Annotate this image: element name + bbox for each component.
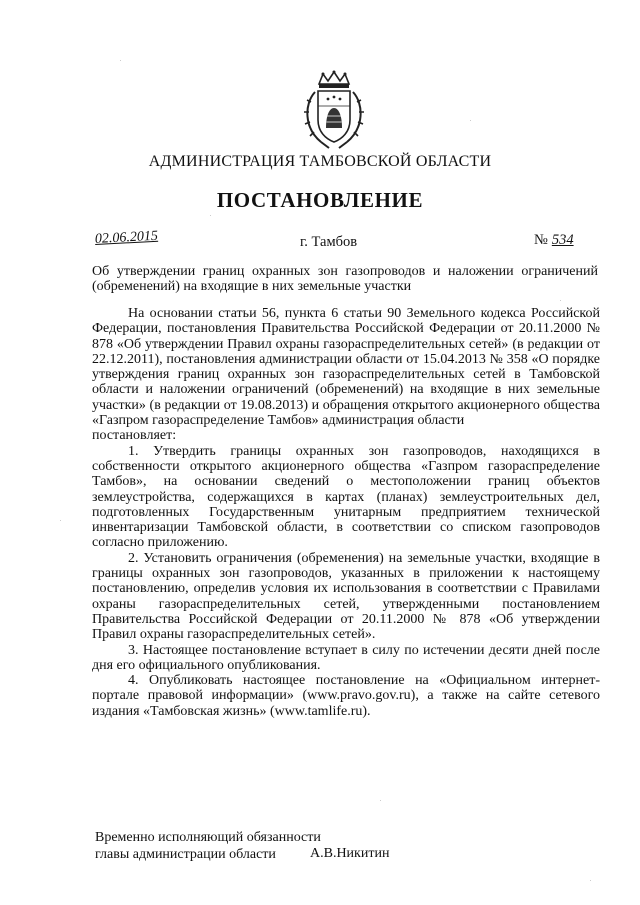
document-city: г. Тамбов <box>300 234 358 250</box>
scan-speck <box>380 800 381 801</box>
number-value: 534 <box>551 232 574 248</box>
signatory-title-line: главы администрации области <box>95 847 276 862</box>
signatory-title-line: Временно исполняющий обязанности <box>95 830 321 845</box>
document-subject: Об утверждении границ охранных зон газопроводов и наложении ограничений (обременений) на входящие в них земельные участки <box>92 264 598 294</box>
scan-speck <box>60 520 61 521</box>
signatory-name: А.В.Никитин <box>310 846 390 861</box>
list-item: 1. Утвердить границы охранных зон газопроводов, находящихся в собственности открытого акционерного общества «Газпром газораспределение Тамбов», на основании сведений о местоположении границ объектов землеустройства, содержащихся в картах (планах) землеустроительных дел, подготовленных Государственным унитарным предприятием технической инвентаризации Тамбовской области, в соответствии со списком газопроводов согласно приложению. <box>92 443 600 551</box>
list-item: 3. Настоящее постановление вступает в силу по истечении десяти дней после дня его официального опубликования. <box>92 642 600 673</box>
resolves-line: постановляет: <box>92 428 177 444</box>
scan-speck <box>210 215 211 216</box>
document-type: ПОСТАНОВЛЕНИЕ <box>216 188 424 212</box>
preamble-paragraph: На основании статьи 56, пункта 6 статьи 90 Земельного кодекса Российской Федерации, постановления Правительства Российской Федерации от 20.11.2000 № 878 «Об утверждении Правил охраны газораспределительных сетей» (в редакции от 22.12.2011), постановления администрации области от 15.04.2013 № 358 «О порядке утверждения границ охранных зон газораспределительных сетей в Тамбовской области и наложении ограничений (обременений) на входящие в них земельные участки» (в редакции от 19.08.2013) и обращения открытого акционерного общества «Газпром газораспределение Тамбов» администрация области <box>92 306 600 429</box>
scan-speck <box>560 300 561 301</box>
scan-speck <box>120 60 121 61</box>
coat-of-arms-icon <box>301 70 367 152</box>
list-item: 2. Установить ограничения (обременения) на земельные участки, входящие в границы охранных зон газопроводов, указанных в приложении к настоящему постановлению, определив условия их использования в соответствии с Правилами охраны газораспределительных сетей, утвержденными постановлением Правительства Российской Федерации от 20.11.2000 № 878 «Об утверждении Правил охраны газораспределительных сетей». <box>92 550 600 643</box>
signatory-title <box>95 829 321 863</box>
document-body <box>92 306 600 719</box>
document-number <box>534 232 574 249</box>
number-prefix: № <box>534 232 548 248</box>
scan-speck <box>590 880 591 881</box>
scan-speck <box>470 120 471 121</box>
list-item: 4. Опубликовать настоящее постановление на «Официальном интернет-портале правовой информации» (www.pravo.gov.ru), а также на сайте сетевого издания «Тамбовская жизнь» (www.tamlife.ru). <box>92 673 600 719</box>
document-date: 02.06.2015 <box>94 228 159 247</box>
organization-name: АДМИНИСТРАЦИЯ ТАМБОВСКОЙ ОБЛАСТИ <box>148 153 492 170</box>
